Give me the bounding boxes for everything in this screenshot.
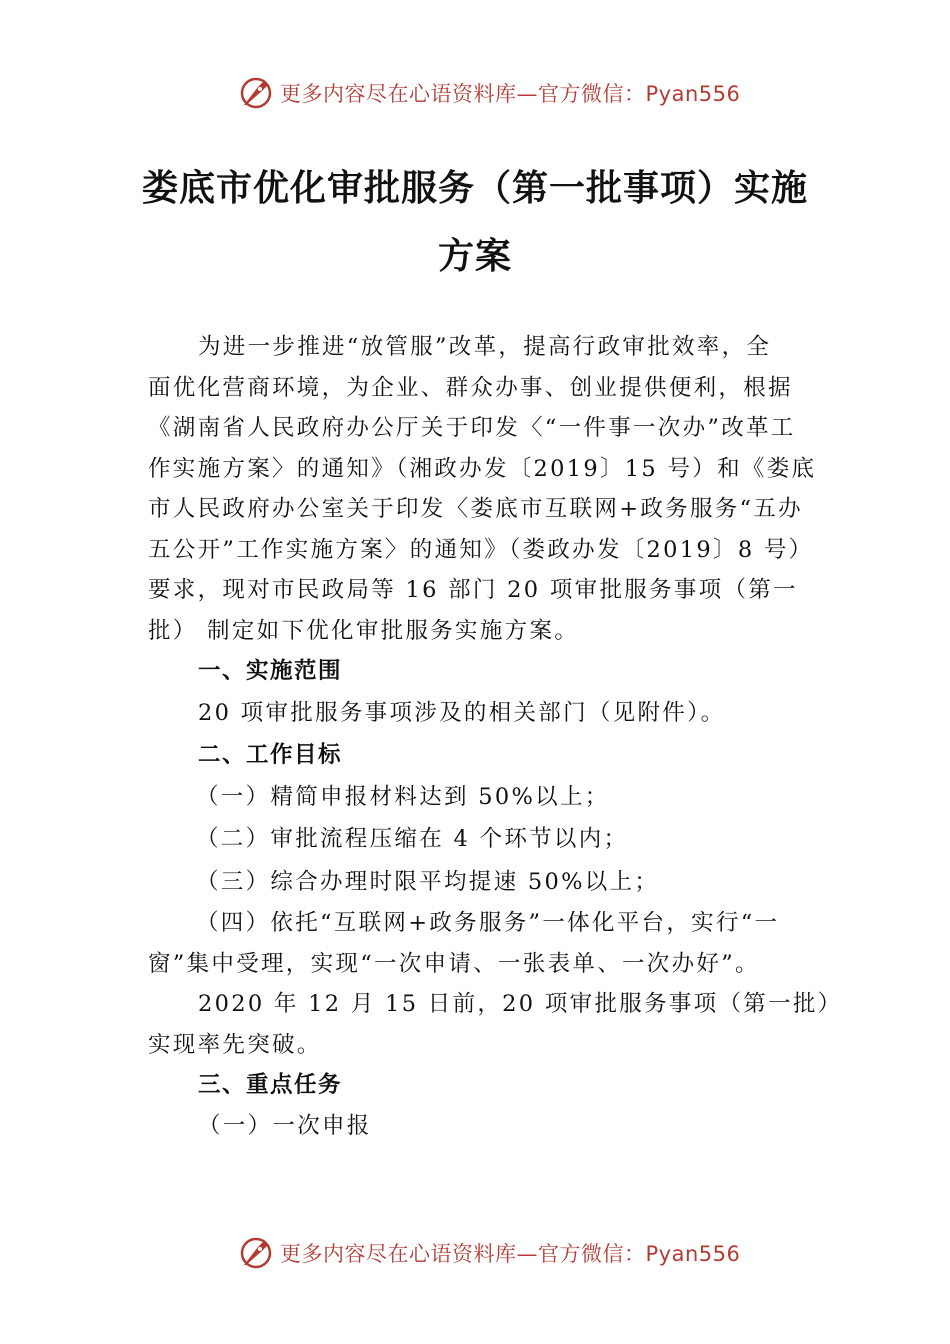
watermark-text: 更多内容尽在心语资料库—官方微信：Pyan556 <box>280 1242 741 1266</box>
subsection-heading: （一）一次申报 <box>198 1113 372 1139</box>
intro-line: 五公开”工作实施方案〉的通知》（娄政办发〔2019〕8 号） <box>148 536 814 563</box>
goal-item: （一）精简申报材料达到 50%以上； <box>196 783 610 810</box>
deadline-paragraph <box>148 984 843 1065</box>
goal-item-line: （四）依托“互联网+政务服务”一体化平台，实行“一 <box>196 910 780 936</box>
deadline-line: 2020 年 12 月 15 日前，20 项审批服务事项（第一批） <box>198 991 843 1017</box>
section-heading: 二、工作目标 <box>198 741 343 768</box>
section-heading: 三、重点任务 <box>198 1072 343 1098</box>
section-heading: 一、实施范围 <box>198 658 343 684</box>
intro-line: 批） 制定如下优化审批服务实施方案。 <box>148 617 580 644</box>
deadline-line: 实现率先突破。 <box>148 1031 322 1058</box>
watermark-banner-bottom <box>0 1233 950 1273</box>
goal-item: （二）审批流程压缩在 4 个环节以内； <box>196 826 629 852</box>
pen-nib-logo-icon <box>238 1235 274 1271</box>
intro-line: 要求，现对市民政局等 16 部门 20 项审批服务事项（第一 <box>148 577 798 603</box>
watermark-text: 更多内容尽在心语资料库—官方微信：Pyan556 <box>280 82 741 106</box>
document-body <box>148 327 843 1147</box>
section-text: 20 项审批服务事项涉及的相关部门（见附件）。 <box>198 700 726 726</box>
intro-line: 市人民政府办公室关于印发〈娄底市互联网+政务服务“五办 <box>148 496 803 522</box>
goal-item-line: 窗”集中受理，实现“一次申请、一张表单、一次办好”。 <box>148 950 760 977</box>
goal-item-4 <box>148 903 808 984</box>
intro-line: 《湖南省人民政府办公厅关于印发〈“一件事一次办”改革工 <box>148 415 796 441</box>
intro-line: 面优化营商环境，为企业、群众办事、创业提供便利，根据 <box>148 374 793 401</box>
watermark-banner-top <box>0 73 950 113</box>
intro-line: 为进一步推进“放管服”改革，提高行政审批效率，全 <box>198 334 772 360</box>
document-title: 娄底市优化审批服务（第一批事项）实施 <box>141 168 808 209</box>
document-title-continued: 方案 <box>437 236 512 277</box>
intro-paragraph <box>148 327 817 651</box>
intro-line: 作实施方案〉的通知》（湘政办发〔2019〕15 号）和《娄底 <box>148 455 817 482</box>
pen-nib-logo-icon <box>238 75 274 111</box>
goal-item: （三）综合办理时限平均提速 50%以上； <box>196 868 660 895</box>
